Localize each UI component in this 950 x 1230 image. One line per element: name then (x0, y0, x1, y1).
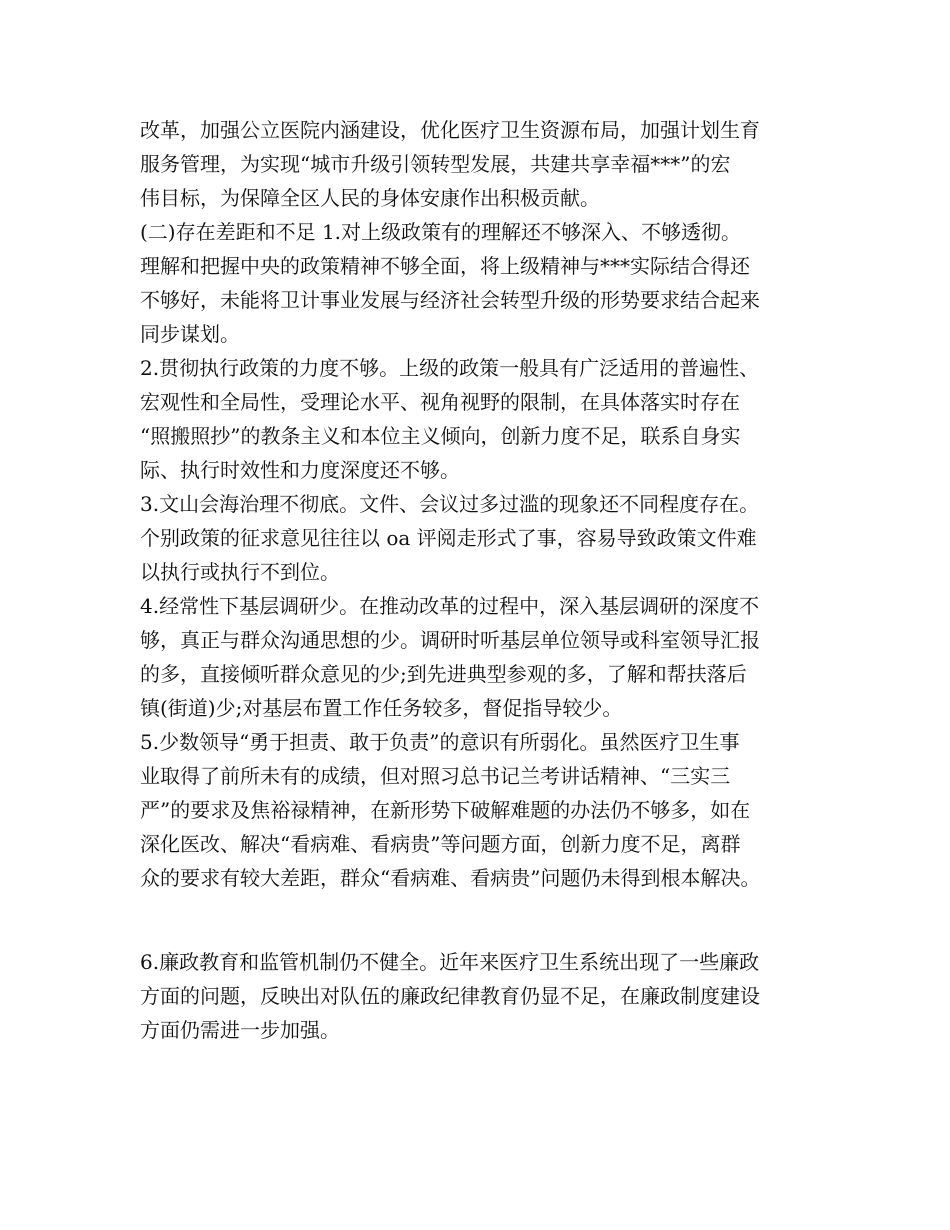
text-line: 4.经常性下基层调研少。在推动改革的过程中，深入基层调研的深度不 (140, 594, 760, 618)
text-line: 5.少数领导“勇于担责、敢于负责”的意识有所弱化。虽然医疗卫生事 (140, 730, 740, 754)
text-line: 理解和把握中央的政策精神不够全面，将上级精神与***实际结合得还 (140, 254, 750, 278)
text-line: 镇(街道)少;对基层布置工作任务较多，督促指导较少。 (140, 696, 623, 720)
text-line: 的多，直接倾听群众意见的少;到先进典型参观的多，了解和帮扶落后 (140, 662, 747, 686)
text-line: 2.贯彻执行政策的力度不够。上级的政策一般具有广泛适用的普遍性、 (140, 356, 760, 380)
text-line: 严”的要求及焦裕禄精神，在新形势下破解难题的办法仍不够多，如在 (140, 798, 751, 822)
text-line: 众的要求有较大差距，群众“看病难、看病贵”问题仍未得到根本解决。 (140, 866, 761, 890)
text-line: (二)存在差距和不足 1.对上级政策有的理解还不够深入、不够透彻。 (140, 220, 742, 244)
text-line: 业取得了前所未有的成绩，但对照习总书记兰考讲话精神、“三实三 (140, 764, 731, 788)
text-line: 伟目标，为保障全区人民的身体安康作出积极贡献。 (140, 186, 600, 210)
text-line: 3.文山会海治理不彻底。文件、会议过多过滥的现象还不同程度存在。 (140, 492, 760, 516)
text-line: 同步谋划。 (140, 322, 240, 346)
text-line: 以执行或执行不到位。 (140, 560, 340, 584)
text-line: 宏观性和全局性，受理论水平、视角视野的限制，在具体落实时存在 (140, 390, 740, 414)
text-line: 不够好，未能将卫计事业发展与经济社会转型升级的形势要求结合起来 (140, 288, 760, 312)
text-line: “照搬照抄”的教条主义和本位主义倾向，创新力度不足，联系自身实 (140, 424, 741, 448)
text-line: 6.廉政教育和监管机制仍不健全。近年来医疗卫生系统出现了一些廉政 (140, 950, 760, 974)
text-line: 方面仍需进一步加强。 (140, 1018, 340, 1042)
text-line: 改革，加强公立医院内涵建设，优化医疗卫生资源布局，加强计划生育 (140, 118, 760, 142)
text-line: 际、执行时效性和力度深度还不够。 (140, 458, 460, 482)
text-line: 深化医改、解决“看病难、看病贵”等问题方面，创新力度不足，离群 (140, 832, 741, 856)
text-line: 够，真正与群众沟通思想的少。调研时听基层单位领导或科室领导汇报 (140, 628, 760, 652)
text-line: 方面的问题，反映出对队伍的廉政纪律教育仍显不足，在廉政制度建设 (140, 984, 760, 1008)
text-line: 服务管理，为实现“城市升级引领转型发展，共建共享幸福***”的宏 (140, 152, 731, 176)
text-line: 个别政策的征求意见往往以 oa 评阅走形式了事，容易导致政策文件难 (140, 526, 757, 550)
